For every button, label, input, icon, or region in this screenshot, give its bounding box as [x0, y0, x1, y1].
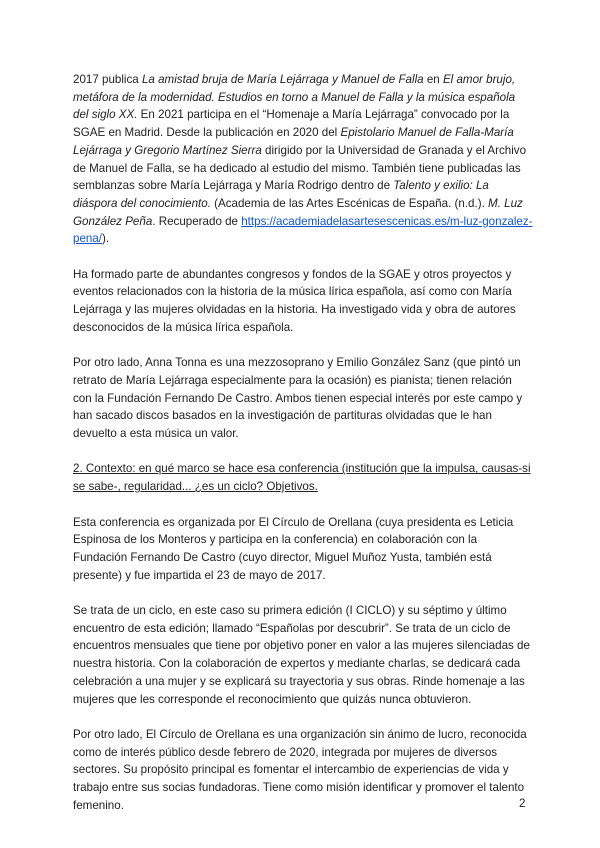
text-run: . Recuperado de [152, 214, 242, 228]
book-title: Talento y exilio: La diáspora del conocimiento. [73, 179, 489, 210]
paragraph-4: Esta conferencia es organizada por El Círculo de Orellana (cuya presidenta es Leticia Espinosa de los Monteros y participa en la conferencia) en colaboración con la Fundación Fernando De Castro (cuyo director, Miguel Muñoz Yusta, también está presente) y fue impartida el 23 de mayo de 2017. [73, 515, 514, 582]
text-run: En 2021 participa en el “Homenaje a María Lejárraga” convocado por la SGAE en Madrid. Desde la publicación en 2020 del [73, 108, 510, 140]
document-body [73, 71, 533, 832]
page-number: 2 [519, 797, 526, 810]
citation-title: M. Luz González Peña [73, 196, 523, 228]
text-run: (Academia de las Artes Escénicas de España. (n.d.). [210, 196, 489, 210]
text-run: en [423, 73, 443, 86]
paragraph-5: Se trata de un ciclo, en este caso su primera edición (I CICLO) y su séptimo y último encuentro de esta edición; llamado “Españolas por descubrir”. Se trata de un ciclo de encuentros mensuales que tiene por objetivo poner en valor a las mujeres silenciadas de nuestra historia. Con la colaboración de expertos y mediante charlas, se dedicará cada celebración a una mujer y se explicará su trayectoria y sus obras. Rinde homenaje a las mujeres que les corresponde el reconocimiento que quizás nunca obtuvieron. [73, 604, 530, 706]
paragraph-1 [73, 71, 533, 248]
text-run: 2017 publica [73, 73, 142, 86]
book-title: La amistad bruja de María Lejárraga y Manuel de Falla [141, 73, 424, 86]
paragraph-3: Por otro lado, Anna Tonna es una mezzosoprano y Emilio González Sanz (que pintó un retrato de María Lejárraga especialmente para la ocasión) es pianista; tienen relación con la Fundación Fernando De Castro. Ambos tienen especial interés por este campo y han sacado discos basados en la investigación de partituras olvidadas que le han devuelto a esta música un valor. [73, 356, 523, 441]
book-title: Epistolario Manuel de Falla-María Lejárraga y Gregorio Martínez Sierra [73, 126, 514, 157]
paragraph-6: Por otro lado, El Círculo de Orellana es una organización sin ánimo de lucro, reconocida como de interés público desde febrero de 2020, integrada por mujeres de diversos sectores. Su propósito principal es fomentar el intercambio de experiencias de vida y trabajo entre sus socias fundadoras. Tiene como misión identificar y promover el talento femenino. [73, 727, 527, 812]
reference-link[interactable]: https://academiadelasartesescenicas.es/m-luz-gonzalez-pena/ [73, 214, 533, 246]
section-heading: 2. Contexto: en qué marco se hace esa conferencia (institución que la impulsa, causas-si se sabe-, regularidad... ¿es un ciclo? Objetivos. [73, 462, 531, 494]
book-title: El amor brujo, metáfora de la modernidad. Estudios en torno a Manuel de Falla y la música española del siglo XX. [73, 73, 516, 122]
paragraph-2: Ha formado parte de abundantes congresos y fondos de la SGAE y otros proyectos y eventos relacionados con la historia de la música lírica española, así como con María Lejárraga y las mujeres olvidadas en la historia. Ha investigado vida y obra de autores desconocidos de la música lírica española. [73, 267, 516, 334]
text-run: ). [102, 232, 110, 246]
text-run: dirigido por la Universidad de Granada y el Archivo de Manuel de Falla, se ha dedicado al estudio del mismo. También tiene publicadas las semblanzas sobre María Lejárraga y María Rodrigo dentro de [73, 143, 527, 193]
